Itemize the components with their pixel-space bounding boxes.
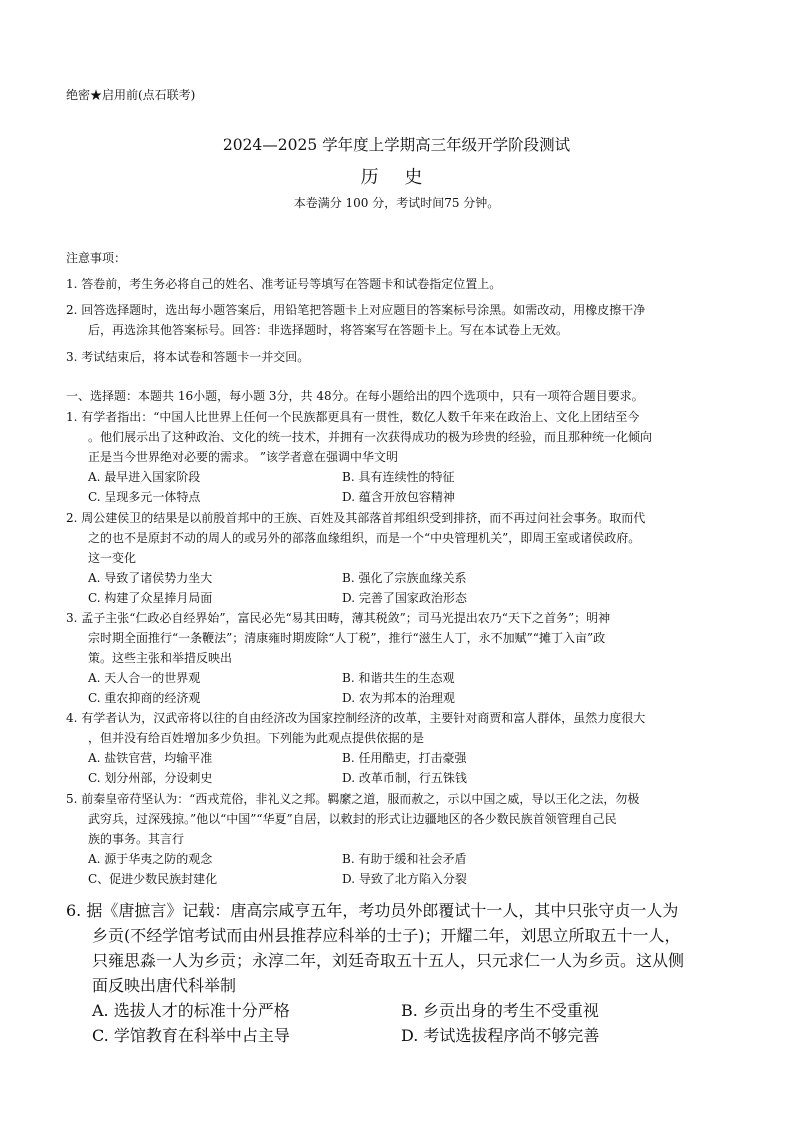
option-c: C. 构建了众星捧月局面 (88, 591, 213, 605)
option-b: B. 强化了宗族血缘关系 (342, 571, 467, 585)
option-a: A. 选拔人才的标准十分严格 (92, 1001, 290, 1020)
option-a: A. 天人合一的世界观 (88, 671, 201, 685)
option-d: D. 考试选拔程序尚不够完善 (401, 1026, 600, 1045)
option-a: A. 盐铁官营，均输平准 (88, 751, 213, 765)
option-d: D. 改革币制，行五铢钱 (342, 771, 467, 785)
option-b: B. 和谐共生的生态观 (342, 671, 455, 685)
option-b: B. 有助于缓和社会矛盾 (342, 852, 467, 866)
option-c: C. 重农抑商的经济观 (88, 691, 201, 705)
question-line: 1. 有学者指出：“中国人比世界上任何一个民族都更具有一贯性，数亿人数千年来在政治上、文化上团结至今 (66, 410, 640, 424)
note-item: 后，再选涂其他答案标号。回答：非选择题时，将答案写在答题卡上。写在本试卷上无效。 (88, 323, 569, 337)
option-d: D. 蕴含开放包容精神 (342, 490, 455, 504)
option-b: B. 具有连续性的特征 (342, 470, 455, 484)
question-line: ，但并没有给百姓增加多少负担。下列能为此观点提供依据的是 (88, 731, 425, 745)
question-line: 。他们展示出了这种政治、文化的统一技术，并拥有一次获得成功的极为珍贵的经验，而且那种统一化倾向 (88, 430, 653, 444)
section-header: 一、选择题：本题共 16小题，每小题 3分，共 48分。在每小题给出的四个选项中，只有一项符合题目要求。 (66, 389, 644, 403)
score-note: 本卷满分 100 分，考试时间75 分钟。 (293, 196, 500, 210)
option-c: C、促进少数民族封建化 (88, 872, 218, 886)
option-d: D. 导致了北方陷入分裂 (342, 872, 467, 886)
question-line: 族的事务。其言行 (88, 832, 185, 846)
question-line: 武穷兵，过深残掠。”他以“中国”“华夏”自居，以敕封的形式让边疆地区的各少数民族首领管理自己民 (88, 812, 617, 826)
exam-title: 2024—2025 学年度上学期高三年级开学阶段测试 (222, 136, 571, 154)
question-line: 策。这些主张和举措反映出 (88, 651, 233, 665)
question-line: 6. 据《唐摭言》记载：唐高宗咸亨五年，考功员外郎覆试十一人，其中只张守贞一人为 (66, 901, 679, 920)
question-line: 之的也不是原封不动的周人的或另外的部落血缘组织，而是一个“中央管理机关”，即周王室或诸侯政府。 (88, 531, 641, 545)
option-a: A. 最早进入国家阶段 (88, 470, 201, 484)
note-item: 2. 回答选择题时，选出每小题答案后，用铅笔把答题卡上对应题目的答案标号涂黑。如需改动，用橡皮擦干净 (66, 303, 646, 317)
notes-heading: 注意事项： (66, 251, 127, 265)
question-line: 4. 有学者认为，汉武帝将以往的自由经济改为国家控制经济的改革，主要针对商贾和富人群体，虽然力度很大 (66, 711, 646, 725)
option-b: B. 任用酷吏，打击豪强 (342, 751, 467, 765)
note-item: 1. 答卷前，考生务必将自己的姓名、准考证号等填写在答题卡和试卷指定位置上。 (66, 277, 502, 291)
question-line: 3. 孟子主张“仁政必自经界始”，富民必先“易其田畴，薄其税敛”；司马光提出农乃“天下之首务”；明神 (66, 611, 611, 625)
option-c: C. 划分州部，分设刺史 (88, 771, 213, 785)
question-line: 宗时期全面推行“一条鞭法”；清康雍时期废除“人丁税”，推行“滋生人丁，永不加赋”“摊丁入亩”政 (88, 631, 606, 645)
option-d: D. 农为邦本的治理观 (342, 691, 455, 705)
option-c: C. 学馆教育在科举中占主导 (92, 1026, 290, 1045)
question-line: 2. 周公建侯卫的结果是以前殷首邦中的王族、百姓及其部落首邦组织受到排挤，而不再过问社会事务。取而代 (66, 511, 646, 525)
option-c: C. 呈现多元一体特点 (88, 490, 201, 504)
subject-title: 历 史 (360, 167, 433, 188)
option-d: D. 完善了国家政治形态 (342, 591, 467, 605)
option-b: B. 乡贡出身的考生不受重视 (401, 1001, 599, 1020)
question-line: 只雍思淼一人为乡贡；永淳二年，刘廷奇取五十五人，只元求仁一人为乡贡。这从侧 (92, 951, 685, 970)
option-a: A. 导致了诸侯势力坐大 (88, 571, 213, 585)
confidential-label: 绝密★启用前(点石联考) (66, 88, 196, 102)
question-line: 正是当今世界绝对必要的需求。 ”该学者意在强调中华文明 (88, 450, 398, 464)
question-line: 5. 前秦皇帝苻坚认为：“西戎荒俗，非礼义之邦。羁縻之道，服而赦之，示以中国之威，导以王化之法，勿极 (66, 792, 640, 806)
question-line: 面反映出唐代科举制 (92, 976, 237, 995)
question-line: 这一变化 (88, 551, 137, 565)
question-line: 乡贡(不经学馆考试而由州县推荐应科举的士子)；开耀二年，刘思立所取五十一人， (92, 926, 681, 945)
note-item: 3. 考试结束后，将本试卷和答题卡一并交回。 (66, 350, 310, 364)
option-a: A. 源于华夷之防的观念 (88, 852, 213, 866)
